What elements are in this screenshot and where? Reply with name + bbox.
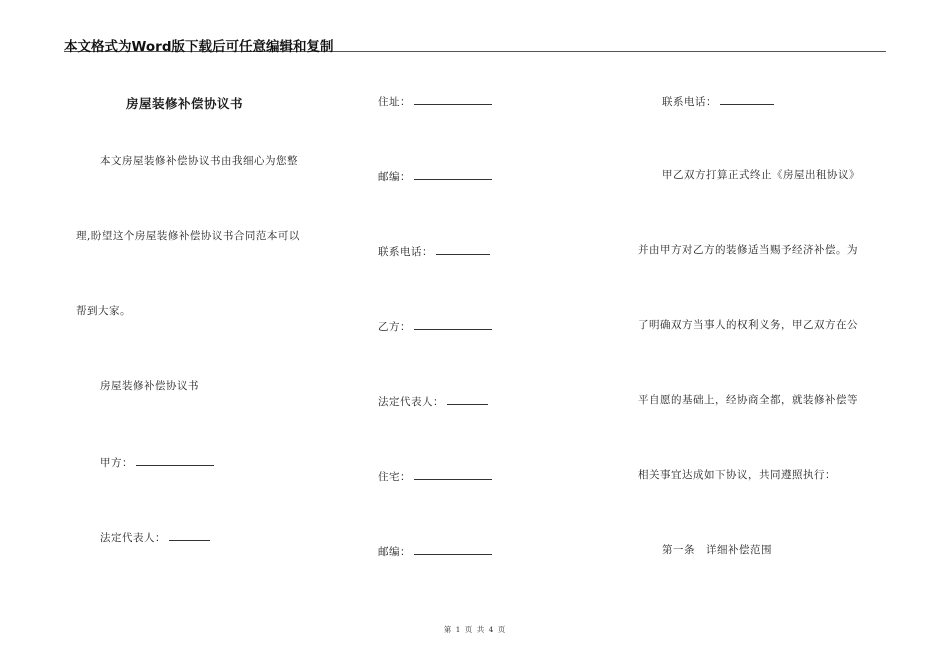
para-line-2: 并由甲方对乙方的装修适当赐予经济补偿。为 — [638, 244, 858, 256]
intro-line-2: 理,盼望这个房屋装修补偿协议书合同范本可以 — [76, 230, 300, 242]
party-a-field — [100, 454, 214, 470]
address-field — [378, 93, 492, 109]
document-title: 房屋装修补偿协议书 — [126, 96, 244, 111]
page-number: 第 1 页 共 4 页 — [443, 625, 507, 634]
residence-blank — [414, 468, 492, 480]
address-label: 住址： — [378, 96, 411, 108]
party-a-blank — [136, 454, 214, 466]
legal-rep-b-label: 法定代表人： — [378, 396, 444, 408]
phone-b-blank — [720, 93, 774, 105]
intro-line-1: 本文房屋装修补偿协议书由我细心为您整 — [100, 155, 298, 167]
legal-rep-a-blank — [169, 529, 210, 541]
phone-field — [378, 243, 490, 259]
phone-blank — [436, 243, 490, 255]
phone-b-label: 联系电话： — [662, 96, 717, 108]
header-text: 本文格式为Word版下载后可任意编辑和复制 — [64, 39, 334, 55]
para-line-1: 甲乙双方打算正式终止《房屋出租协议》 — [662, 169, 860, 181]
postcode-label: 邮编： — [378, 171, 411, 183]
residence-field — [378, 468, 492, 484]
legal-rep-b-field — [378, 393, 488, 409]
phone-b-field — [662, 93, 774, 109]
party-b-field — [378, 318, 492, 334]
legal-rep-a-label: 法定代表人： — [100, 532, 166, 544]
postcode-field — [378, 168, 492, 184]
postcode2-label: 邮编： — [378, 546, 411, 558]
phone-label: 联系电话： — [378, 246, 433, 258]
para-line-4: 平自愿的基础上，经协商全都，就装修补偿等 — [638, 394, 858, 406]
party-b-blank — [414, 318, 492, 330]
address-blank — [414, 93, 492, 105]
subtitle: 房屋装修补偿协议书 — [100, 380, 199, 392]
para-line-3: 了明确双方当事人的权利义务，甲乙双方在公 — [638, 319, 858, 331]
party-b-label: 乙方： — [378, 321, 411, 333]
postcode2-field — [378, 543, 492, 559]
para-line-5: 相关事宜达成如下协议，共同遵照执行： — [638, 469, 836, 481]
residence-label: 住宅： — [378, 471, 411, 483]
article-1-heading: 第一条 详细补偿范围 — [662, 544, 772, 556]
party-a-label: 甲方： — [100, 457, 133, 469]
postcode2-blank — [414, 543, 492, 555]
page-header — [64, 35, 886, 55]
legal-rep-a-field — [100, 529, 210, 545]
intro-line-3: 帮到大家。 — [76, 305, 131, 317]
legal-rep-b-blank — [447, 393, 488, 405]
postcode-blank — [414, 168, 492, 180]
